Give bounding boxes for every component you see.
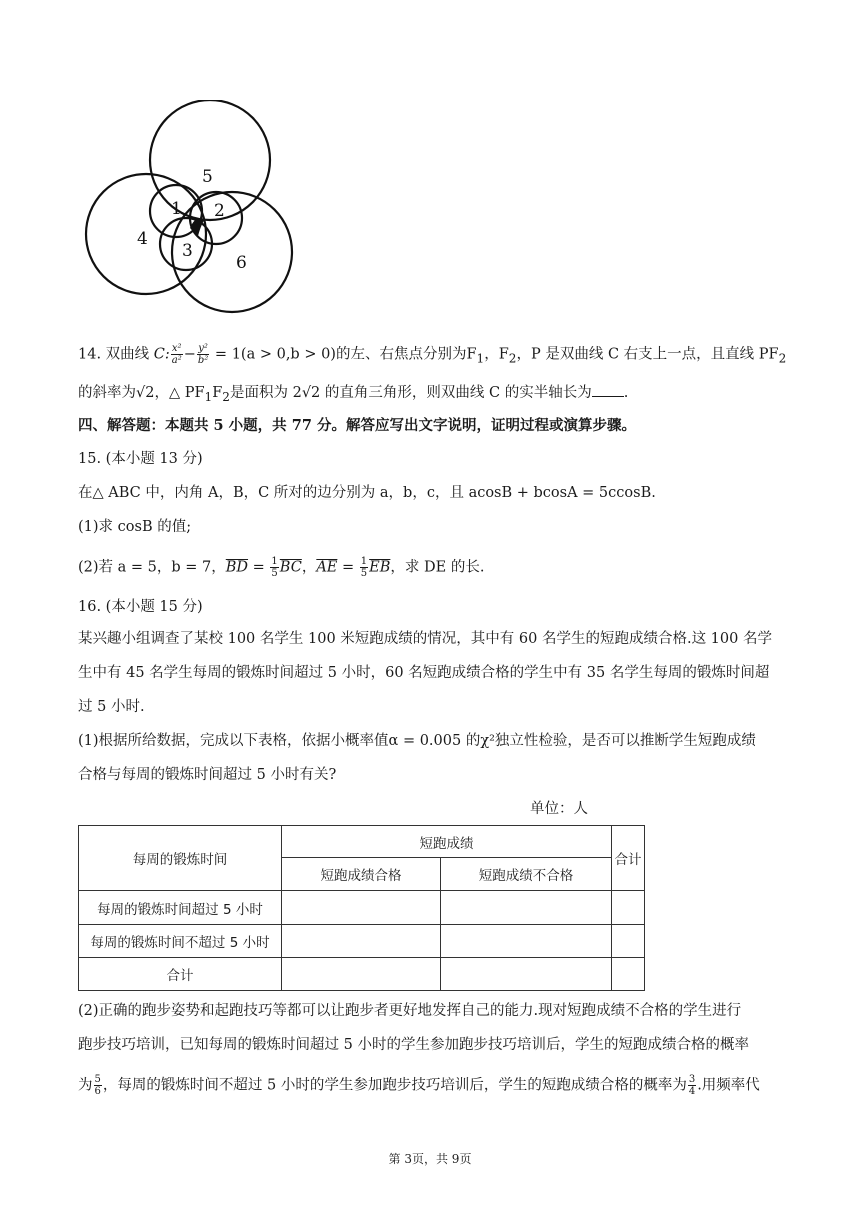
row-label: 每周的锻炼时间不超过 5 小时	[79, 925, 282, 958]
q16-part2-1: (2)正确的跑步姿势和起跑技巧等都可以让跑步者更好地发挥自己的能力.现对短跑成绩不合格的学生进行	[78, 1003, 742, 1019]
q14-line2-a: 的斜率为√2，△ PF	[78, 385, 205, 401]
row-header-cell: 每周的锻炼时间	[79, 826, 282, 891]
q16-part2-3b: ，每周的锻炼时间不超过 5 小时的学生参加跑步技巧培训后，学生的短跑成绩合格的概率为	[102, 1077, 687, 1094]
contingency-table	[78, 825, 645, 991]
q15-part1: (1)求 cosB 的值;	[78, 519, 192, 535]
q15-part2-d: ，求 DE 的长.	[390, 559, 485, 576]
page-footer: 第 3页，共 9页	[388, 1152, 472, 1166]
q16-part1-1: (1)根据所给数据，完成以下表格，依据小概率值α = 0.005 的χ²独立性检验，是否可以推断学生短跑成绩	[78, 733, 756, 749]
q14-line2-c: 是面积为 2√2 的直角三角形，则双曲线 C 的实半轴长为	[229, 385, 592, 401]
q16-part1-2: 合格与每周的锻炼时间超过 5 小时有关?	[78, 767, 337, 783]
q16-part2-3c: .用频率代	[697, 1077, 760, 1094]
empty-cell[interactable]	[441, 958, 612, 991]
circle-5	[150, 100, 270, 220]
figure-label-2: 2	[214, 201, 225, 221]
q15-stem: 在△ ABC 中，内角 A，B，C 所对的边分别为 a，b，c，且 acosB + bcosA = 5ccosB.	[78, 485, 656, 501]
shaded-region	[190, 218, 204, 236]
col-group-cell: 短跑成绩	[282, 826, 612, 858]
frac-5-6: $\frac{5}{6}$	[94, 1074, 101, 1097]
q15-part2-c: ，	[301, 559, 317, 576]
empty-cell[interactable]	[612, 891, 645, 925]
figure-label-3: 3	[182, 241, 193, 261]
section-heading: 四、解答题：本题共 5 小题，共 77 分。解答应写出文字说明，证明过程或演算步骤。	[78, 417, 636, 434]
empty-cell[interactable]	[441, 925, 612, 958]
q16-stem-2: 生中有 45 名学生每周的锻炼时间超过 5 小时，60 名短跑成绩合格的学生中有 35 名学生每周的锻炼时间超	[78, 665, 770, 681]
q14-f2: ，F	[484, 346, 509, 363]
q16-part2-3a: 为	[78, 1077, 93, 1094]
figure-label-6: 6	[236, 253, 247, 273]
empty-cell[interactable]	[612, 925, 645, 958]
frac-3-4: $\frac{3}{4}$	[688, 1074, 696, 1097]
figure-label-1: 1	[171, 199, 182, 219]
unit-label: 单位：人	[530, 801, 588, 817]
table-row	[79, 958, 645, 991]
q14-line2-b: F	[212, 385, 223, 401]
frac-y2-b2: $\frac{\text{y²}}{\text{b²}}$	[197, 343, 209, 366]
empty-cell[interactable]	[282, 925, 441, 958]
circles-figure	[78, 100, 322, 322]
q14-text: 14. 双曲线	[78, 346, 154, 363]
q15-part2-b: =	[248, 559, 270, 576]
q16-stem-3: 过 5 小时.	[78, 699, 145, 715]
q16-part2-3	[78, 1074, 784, 1097]
q16-part2-2: 跑步技巧培训，已知每周的锻炼时间超过 5 小时的学生参加跑步技巧培训后，学生的短跑成绩合格的概率	[78, 1037, 749, 1053]
col-fail-cell: 短跑成绩不合格	[441, 858, 612, 891]
q14-line1-end: ，P 是双曲线 C 右支上一点，且直线 PF	[516, 346, 779, 363]
q15-header: 15. (本小题 13 分)	[78, 451, 203, 467]
q14-line2-end: .	[623, 385, 629, 401]
empty-cell[interactable]	[612, 958, 645, 991]
q16-stem-1: 某兴趣小组调查了某校 100 名学生 100 米短跑成绩的情况，其中有 60 名学生的短跑成绩合格.这 100 名学	[78, 631, 772, 647]
figure-label-4: 4	[137, 229, 148, 249]
empty-cell[interactable]	[441, 891, 612, 925]
q14-curve: C:	[153, 346, 170, 363]
q14-line1: 14. 双曲线 C: $\frac{\text{x²}}{\text{a²}}$ − $\frac{\text{y²}}{\text{b²}}$ = 1(a > 0,b > 0)的左、右焦点分别为$F_1$，$F_2$，P 是双曲线 C 右支上一点，且直线 $PF_2$	[78, 343, 787, 366]
col-pass-cell: 短跑成绩合格	[282, 858, 441, 891]
row-label: 合计	[79, 958, 282, 991]
table-row	[79, 891, 645, 925]
q14-line2: 的斜率为√2，△ $PF_1F_2$是面积为 2√2 的直角三角形，则双曲线 C 的实半轴长为 .	[78, 382, 784, 407]
q14-eq-tail: = 1(a > 0,b > 0)的左、右焦点分别为F	[210, 346, 477, 363]
q15-part2-a: (2)若 a = 5，b = 7，	[78, 559, 226, 576]
empty-cell[interactable]	[282, 958, 441, 991]
q16-header: 16. (本小题 15 分)	[78, 599, 203, 615]
frac-x2-a2: $\frac{\text{x²}}{\text{a²}}$	[171, 343, 182, 366]
q15-part2: (2)若 a = 5，b = 7，$\overline{BD}$ = $\frac{1}{5}$ $\overline{BC}$，$\overline{AE}$ = $\frac{1}{5}$ $\overline{EB}$，求 DE 的长.	[78, 556, 485, 579]
answer-blank[interactable]	[592, 382, 624, 397]
table-row	[79, 925, 645, 958]
empty-cell[interactable]	[282, 891, 441, 925]
figure-label-5: 5	[202, 167, 213, 187]
col-total-cell: 合计	[612, 826, 645, 891]
row-label: 每周的锻炼时间超过 5 小时	[79, 891, 282, 925]
